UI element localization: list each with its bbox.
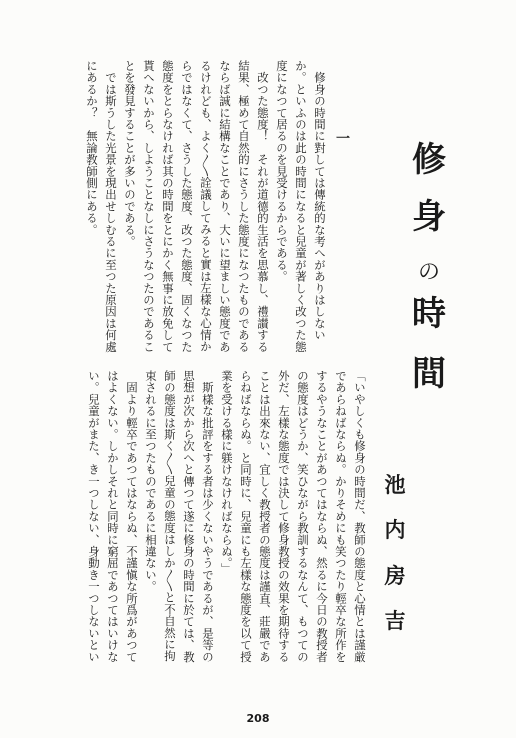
text-column: であらねばならぬ。かりそめにも笑つたり輕卒な所作を bbox=[334, 370, 348, 663]
text-column: するやうなことがあつてはならぬ、然るに今日の教授者 bbox=[315, 370, 329, 663]
page-number: 208 bbox=[246, 712, 270, 725]
author-char: 池 bbox=[384, 472, 406, 497]
text-column: 「いやしくも修身の時間だ、教師の態度と心情とは謹厳 bbox=[353, 370, 367, 663]
text-column: の態度はどうか、笑ひながら教訓するなんて、もつての bbox=[296, 370, 310, 663]
text-column: 修身の時間に對しては傳統的な考へがありはしない bbox=[313, 60, 327, 341]
text-column: では斯うした光景を現出せしむるに至つた原因は何處 bbox=[104, 60, 118, 353]
author-char: 内 bbox=[384, 517, 406, 542]
text-column: はよくない。しかしそれと同時に窮屈であつてはいけな bbox=[106, 370, 120, 663]
text-column: とを發見することが多いのである。 bbox=[123, 60, 137, 248]
text-column: 思想が次から次へと傳つて遂に修身の時間に於ては、教 bbox=[182, 370, 196, 663]
text-column: 改つた態度！ それが道德的生活を思慕し、禮讃する bbox=[256, 60, 270, 353]
text-column: 外だ、左樣な態度では決して修身教授の效果を期待する bbox=[277, 370, 291, 663]
author-char: 吉 bbox=[384, 608, 406, 633]
text-column: 貰へないから、しようことなしにさうなつたのであるこ bbox=[142, 60, 156, 353]
text-column: 束されるに至つたものであるに相違ない。 bbox=[144, 370, 158, 593]
text-column: 業を受ける樣に躾けなければならぬ。」 bbox=[220, 370, 234, 575]
title-char: 身 bbox=[412, 197, 446, 237]
text-column: らねばならぬ。と同時に、兒童にも左樣な態度を以て授 bbox=[239, 370, 253, 663]
text-column: 度になつて居るのを見受けるからである。 bbox=[275, 60, 289, 283]
text-column: い。兒童がまた、き一つしない、身動き一つしないとい bbox=[87, 370, 101, 663]
section-number: 一 bbox=[334, 131, 350, 145]
text-column: か。といふのは此の時間になると兒童が著しく改つた態 bbox=[294, 60, 308, 353]
title-char: 間 bbox=[412, 354, 446, 394]
text-column: 斯樣な批評をする者は少くないやうであるが、是等の bbox=[201, 370, 215, 663]
text-column: 結果、極めて自然的にさうした態度になつたものである bbox=[237, 60, 251, 353]
title-char: 修 bbox=[412, 140, 446, 180]
title-char: 時 bbox=[412, 294, 446, 334]
text-column: 固より輕卒であつてはならぬ、不謹愼な所爲があつて bbox=[125, 370, 139, 663]
text-column: ならば誠に結構なことであり、大いに望ましい態度であ bbox=[218, 60, 232, 353]
author-char: 房 bbox=[384, 563, 406, 588]
text-column: にあるか？ 無論教師側にある。 bbox=[85, 60, 99, 236]
title-char: の bbox=[417, 260, 440, 285]
text-column: ことは出來ない、宜しく教授者の態度は謹直、莊嚴であ bbox=[258, 370, 272, 663]
text-column: 師の態度は斯く〳〵兒童の態度はしか〳〵と不自然に拘 bbox=[163, 370, 177, 662]
text-column: 態度をとらなければ其の時間をとにかく無事に放免して bbox=[161, 60, 175, 353]
text-column: るけれども、よく〳〵詮議してみると實は左樣な心情か bbox=[199, 60, 213, 353]
text-column: らではなくて、さうした態度、改つた態度、固くなつた bbox=[180, 60, 194, 353]
